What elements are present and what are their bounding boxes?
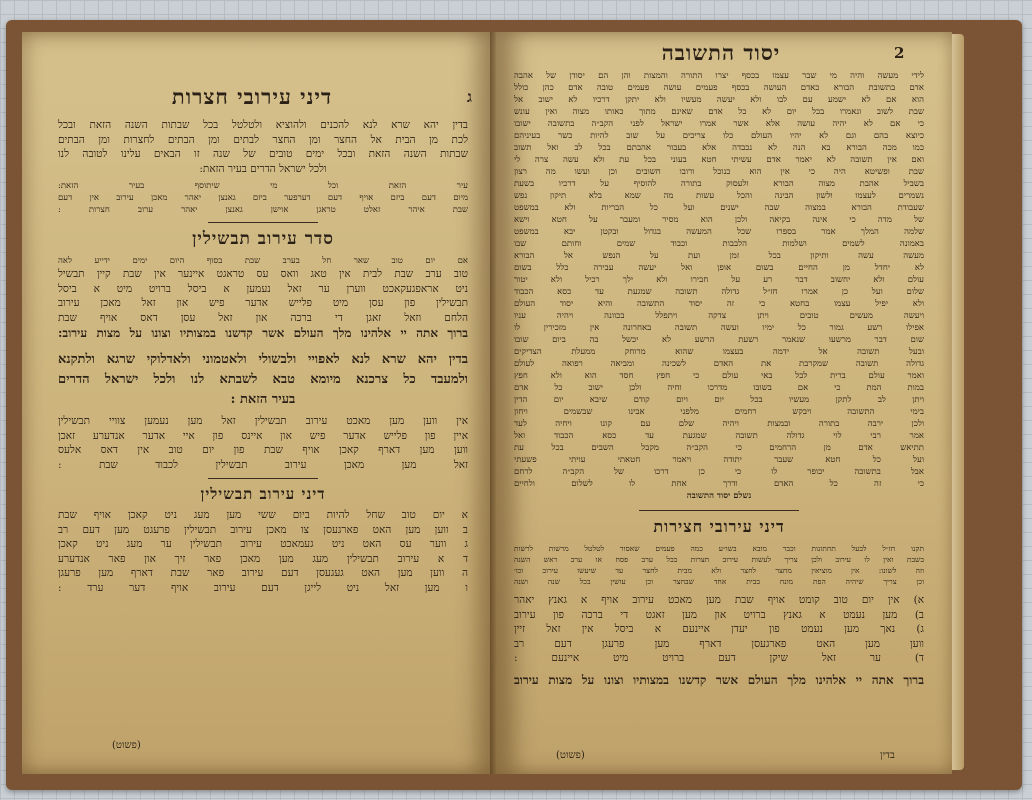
left-page-mark: ג [467,88,472,106]
left-running-head: דיני עירובי חצרות [171,84,333,109]
text-line: ועל כל חטא שעבר יתודה ויאמר חטאתי עויתי פשעתי [514,455,924,465]
divider [639,510,799,511]
text-line: ו מען זאל ניט לייגן דעם עירוב אויף דער ערד : [58,581,468,594]
divider [208,478,318,479]
text-line: לא יחדל מן החיים בשום אופן ואל יעשה עבירה כלל בשום [514,263,924,273]
text-line: שלמה המלך אמר בספרו שכל המעשה בגדול ובקטן יבא במשפט [514,227,924,237]
text-line: טוב ערב שבת לבית אין טאג וואס עס טראגט איינער אין שבת קיין תבשיל [58,268,468,280]
text-line: עיר הזאת וכל מי שיתוסף בעיר הזאת: [58,181,468,191]
text-line: א) אין יום טוב קומט אויף שבת מען מאכט עירוב אויף א גאנץ יאהר [514,594,924,606]
text-line: ווען מען האט פארגעסן דארף מען פרעגן דעם רב [514,637,924,650]
text-line: מיום דעם ביזם אויף דעם דערפער ביזם גאנצן יאהר מאכן עירוב אין דעם [58,193,468,203]
text-line: מעשה עשה ותיקון בכל זמן ועת על הנפש אל הבורא [514,251,924,261]
text-line: שבת ופשיטא היה כי אין הוא כנוכל ורובו חשובים וכן ועשו מה רצון [514,167,924,177]
subsection-title: דיני עירוב תבשילין [200,485,326,503]
text-line: בשבת ואין לו עירוב ולכן צריך לעשות עירוב חצרות בכל ערב פסח או ערב ראש השנה [514,555,924,564]
bold-line: ולמעבד כל צרכנא מיומא טבא לשבתא לנו ולכל ישראל הדרים [58,372,468,387]
text-line: אין ווען מען מאכט עירוב תבשילין זאל מען נעמען צוויי תבשילין [58,415,468,427]
right-footer-left: (פשוט) [556,750,585,761]
text-line: אם יום טוב שאר חל בערב שבת בסוף היום ימים ידייע לאה [58,256,468,266]
text-line: ולכן ירבה בתורה ובמצות ויהיה שלם עם קונו ויחיה לעד [514,419,924,429]
text-line: ולכל ישראל הדרים בעיר הזאת: [199,162,327,175]
text-line: לכת מן הבית אל החצר ומן החצר לבתים ומן הבתים לחצרות ומן הבתים [58,133,468,146]
text-line: תקנו חז״ל לבעל תחתונות וכבר מובא בשו״ע כמה פעמים שאסור לטלטל מרשות לרשות [514,544,924,553]
left-page [22,32,496,774]
text-line: בדין יהא שרא לנא להכנים ולהוציא ולטלטל בכל שבתות השנה הזאת ובכל [58,119,468,131]
text-line: שעבודת הבורא במצוה שבה ישנים ועל כל הבריות ולא במשפט [514,203,924,213]
text-line: בשביל אהבת מצוה הבורא ולעסוק בתורה להוסיף על דרכיו בשעת [514,179,924,189]
text-line: ג) נאך מען נעמט פון יעדן איינעם א ביסל אין זאל זיין [514,623,924,635]
blessing-line: ברוך אתה יי אלהינו מלך העולם אשר קדשנו במצותיו וצונו על מצות עירוב [514,672,924,687]
right-body [514,70,924,689]
text-line: ב) מען נעמט א גאנץ ברויט און מען זאגט די ברכה פון עירוב [514,608,924,621]
text-line: ניט אראפגעקאכט ווערן ער זאל נעמען א ביסל ברויט מיט א ביסל [58,282,468,295]
text-line: ב ווען מען האט פארגעסן צו מאכן עירוב תבשילין פרעגט מען דעם רב [58,523,468,536]
right-page-number: 2 [894,44,905,62]
closing-line: נשלם יסוד התשובה [686,491,752,501]
text-line: תתיאש אדם מן הרחמים כי הקב״ה מקבל השבים בכל עת [514,443,924,453]
text-line: ויעשה מעשים טובים ויתן צדקה ויתפלל בכוונה ויהיה עניו [514,311,924,321]
text-line: ג ווער עס האט ניט געמאכט עירוב תבשילין ער מעג ניט קאכן [58,538,468,550]
right-footer-right: בדין [880,750,895,761]
text-line: ואם אין תשובה לא יאמר אדם עשיתי חטא בעוני בכל עת ולא עשה צרה לי [514,155,924,165]
text-line: שלום ועל כן אמרו חז״ל גדולה תשובה שמגעת עד כסא הכבוד [514,287,924,297]
bold-line: בעיר הזאת : [230,392,296,407]
page-edges [950,34,964,770]
text-line: תבשילין פון עסן מיט פלייש אדער פיש און זאל מאכן עירוב [58,297,468,309]
text-line: הוא אם לא ישמע עם לבו ולא יעשה מעשיו ולא יתקן דרכיו לא ישוב אל [514,95,924,105]
text-line: ה ווען מען האט געגעסן דעם עירוב פאר שבת דארף מען פרעגן [58,567,468,579]
text-line: וכן צריך שיהיה הפת מונח בבית אחד שבחצר וכן עושין בכל שנה ושנה [514,577,924,586]
text-line: במות המת כי אם בשובו מדרכו וחיה ולכן ישוב כל אדם [514,383,924,393]
text-line: איין פון פלייש אדער פיש און איינס פון איי אדער אנדערע זאכן [58,429,468,442]
text-line: לידי מעשה והיה מי שבר עצמו בכסף יצרו התורה והמצות והן הם יסודן של אהבה [514,71,924,81]
text-line: אדם בתשובת הבורא כאדם העושה בכסף פעמים עושה פעמים טובה אדם כהן כולל [514,83,924,93]
section-title: דיני עירובי חצירות [653,517,785,536]
text-line: כי אם לא יהיה עושה אלא אשר אמרו ישראל לפני הקב״ה בתשובה ישובו [514,119,924,129]
text-line: ולא יפיל עצמו בחטא כי זה יסוד התשובה והיא יסוד העולם [514,299,924,309]
text-line: כמו מכה הבורא בא הנה לא נכבדה אלא בעבור אהבתם בכל לב ואל תשוב [514,143,924,153]
right-running-head: יסוד התשובה [661,40,781,65]
section-title: סדר עירוב תבשילין [192,229,334,249]
text-line: שבת איהר זאלט טראגן אוישן גאנצן יאהר ערוב חצרות : [58,205,468,215]
text-line: כיוצא בהם וגם לא יהיו העולם כלו צריכים על שוב להיות כשר בעיניהם [514,131,924,141]
text-line: בימי התשובה ויבקש רחמים מלפני אבינו שבשמים ויחון [514,407,924,417]
text-line: באמונה לשמים ושלמות הלבבות וכבוד שמים וחותם שבו [514,239,924,249]
text-line: אפילו רשע גמור כל ימיו ועשה תשובה באחרונה אין מזכירין לו [514,323,924,333]
text-line: אמר רבי לוי גדולה תשובה שמגעת עד כסא הכבוד ואל [514,431,924,441]
divider [208,222,318,223]
text-line: של מדה כי אינה בקיאה ולכן הוא מסיר ומעבר על חטא וישא [514,215,924,225]
text-line: ובעל תשובה אל ידמה בעצמו שהוא מרוחק ממעלת הצדיקים [514,347,924,357]
text-line: גדולה תשובה שמקרבת את האדם לשכינה ומביאה רפואה לעולם [514,359,924,369]
text-line: כי זה כל האדם ודרך אחת לו לשלום ולחיים [514,479,924,489]
text-line: זאל מען מאכן עירוב תבשילין לכבוד שבת : [58,458,468,471]
text-line: נשמרים לעצמו ולשון הבינה והכל עשות מה שמא בלא תיקון נפש [514,191,924,201]
text-line: ואמר עולם ברית לכל באי עולם כי חפץ חסד הוא ולא חפץ [514,371,924,381]
text-line: וזה לשונו: אין מוציאין מחצר לחצר ולא מבית לחצר עד שיעשו עירוב וכו׳ [514,566,924,575]
text-line: ד א עירוב תבשילין מעג מען מאכן פאר זיך און פאר אנדערע [58,552,468,565]
text-line: א יום טוב שחל להיות ביום ששי מען מעג ניט קאכן אויף שבת [58,509,468,521]
text-line: ווען מען דארף קאכן אויף שבת פון יום טוב אין דאס אלעס [58,444,468,456]
left-footer: (פשוט) [112,740,141,751]
text-line: ויתן לב לתקן מעשיו בכל יום ויום קודם שיבא יום הדין [514,395,924,405]
text-line: ברוך אתה יי אלהינו מלך העולם אשר קדשנו במצותיו וצונו על מצות עירוב: [58,326,468,340]
left-intro [58,118,468,595]
text-line: עולם ולא יחשוב דבר רע על חבירו ולא ילך רכיל ולא יטור [514,275,924,285]
text-line: שבתות השנה הזאת ובכל ימים טובים של שנה זו הבאים עלינו לטובה לנו [58,148,468,160]
text-line: הלחם וזאל זאגן די ברכה און זאל עסן דאס אויף שבת [58,311,468,324]
text-line: אבל בתשובה יכופר לו כי כן דרכו של הקב״ה לרחם [514,467,924,477]
text-line: ד) ער זאל שיקן דעם ברויט מיט איינעם : [514,652,924,664]
text-line: שום דבר מרשעו שנאמר רשעת הרשע לא יכשל בה ביום שובו [514,335,924,345]
right-page [496,32,952,774]
text-line: שבת לשוב ונאמרו בכל יום לא כל אדם שאינם מתוך כאותו מצוה ואין עונש [514,107,924,117]
bold-line: בדין יהא שרא לנא לאפויי ולבשולי ולאטמוני ולאדלוקי שרגא ולתקנא [58,352,468,367]
